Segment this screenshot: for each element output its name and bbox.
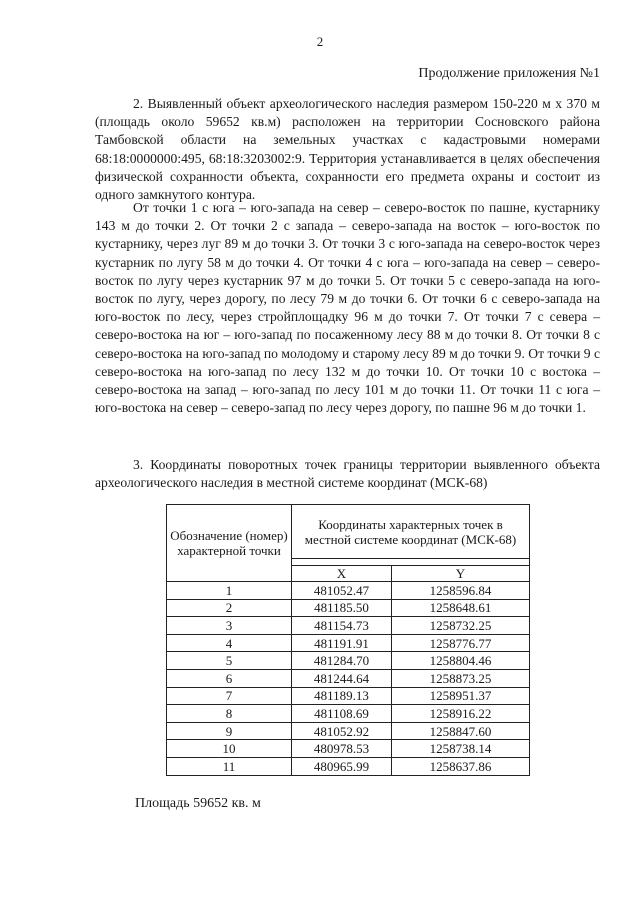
coord-x-cell: 480965.99	[292, 757, 392, 775]
coord-x-cell: 481191.91	[292, 634, 392, 652]
coord-x-cell: 481108.69	[292, 705, 392, 723]
appendix-label: Продолжение приложения №1	[418, 66, 600, 81]
coord-x-cell: 481244.64	[292, 669, 392, 687]
coord-y-cell: 1258951.37	[392, 687, 530, 705]
table-row	[167, 757, 530, 775]
table-body	[167, 582, 530, 776]
coord-x-cell: 481154.73	[292, 617, 392, 635]
coord-y-cell: 1258738.14	[392, 740, 530, 758]
coord-y-cell: 1258596.84	[392, 582, 530, 600]
point-number-cell: 10	[167, 740, 292, 758]
table-row	[167, 687, 530, 705]
paragraph-2: 2. Выявленный объект археологического наследия размером 150-220 м х 370 м (площадь около 59652 кв.м) расположен на территории Сосновского района Тамбовской области на земельных участках с кадастровыми номерами 68:18:0000000:495, 68:18:3203002:9. Территория устанавливается в целях обеспечения физической сохранности объекта, сохранности его предмета охраны и состоит из одного замкнутого контура.	[95, 96, 600, 203]
table-row	[167, 669, 530, 687]
table-row	[167, 599, 530, 617]
header-row	[167, 505, 530, 559]
page-number: 2	[316, 34, 324, 49]
table-row	[167, 634, 530, 652]
coord-y-cell: 1258776.77	[392, 634, 530, 652]
coord-y-cell: 1258804.46	[392, 652, 530, 670]
table-row	[167, 740, 530, 758]
area-line: Площадь 59652 кв. м	[135, 796, 261, 811]
route-description: От точки 1 с юга – юго-запада на север – северо-восток по пашне, кустарнику 143 м до точки 2. От точки 2 с запада – северо-запада на восток – юго-восток по кустарнику, через луг 89 м до точки 3. От точки 3 с юго-запада на северо-восток через кустарник по лугу 58 м до точки 4. От точки 4 с юга – юго-запада на север – северо-восток по лугу через кустарник 97 м до точки 5. От точки 5 с северо-запада на юго-восток по лугу, через дорогу, по лесу 79 м до точки 6. От точки 6 с северо-запада на юго-восток по лесу, через стройплощадку 96 м до точки 7. От точки 7 с севера – северо-востока на юг – юго-запад по посаженному лесу 88 м до точки 8. От точки 8 с северо-востока на юго-запад по молодому и старому лесу 89 м до точки 9. От точки 9 с северо-востока на юго-запад по лесу 132 м до точки 10. От точки 10 с востока – северо-востока на запад – юго-запад по лесу 101 м до точки 11. От точки 11 с юга – юго-востока на север – северо-запад по лесу через дорогу, по пашне 96 м до точки 1.	[95, 200, 600, 416]
table-row	[167, 722, 530, 740]
coord-y-cell: 1258648.61	[392, 599, 530, 617]
coord-x-cell: 481284.70	[292, 652, 392, 670]
point-number-cell: 11	[167, 757, 292, 775]
header-x: X	[292, 566, 392, 582]
coord-y-cell: 1258637.86	[392, 757, 530, 775]
table-row	[167, 617, 530, 635]
coordinates-table	[166, 504, 530, 776]
coord-y-cell: 1258916.22	[392, 705, 530, 723]
point-number-cell: 1	[167, 582, 292, 600]
table-row	[167, 652, 530, 670]
point-number-cell: 6	[167, 669, 292, 687]
coord-x-cell: 481052.92	[292, 722, 392, 740]
point-number-cell: 7	[167, 687, 292, 705]
header-coordinates: Координаты характерных точек в местной системе координат (МСК-68)	[292, 505, 530, 559]
paragraph-3: 3. Координаты поворотных точек границы территории выявленного объекта археологического наследия в местной системе координат (МСК-68)	[95, 457, 600, 491]
coord-x-cell: 481185.50	[292, 599, 392, 617]
table-header	[167, 505, 530, 582]
coord-y-cell: 1258732.25	[392, 617, 530, 635]
header-gap	[292, 559, 530, 566]
point-number-cell: 5	[167, 652, 292, 670]
point-number-cell: 8	[167, 705, 292, 723]
coord-x-cell: 481189.13	[292, 687, 392, 705]
coord-y-cell: 1258873.25	[392, 669, 530, 687]
coord-x-cell: 481052.47	[292, 582, 392, 600]
table-row	[167, 705, 530, 723]
header-designation: Обозначение (номер) характерной точки	[167, 505, 292, 582]
coord-x-cell: 480978.53	[292, 740, 392, 758]
table-row	[167, 582, 530, 600]
point-number-cell: 4	[167, 634, 292, 652]
point-number-cell: 2	[167, 599, 292, 617]
point-number-cell: 9	[167, 722, 292, 740]
point-number-cell: 3	[167, 617, 292, 635]
header-y: Y	[392, 566, 530, 582]
coord-y-cell: 1258847.60	[392, 722, 530, 740]
